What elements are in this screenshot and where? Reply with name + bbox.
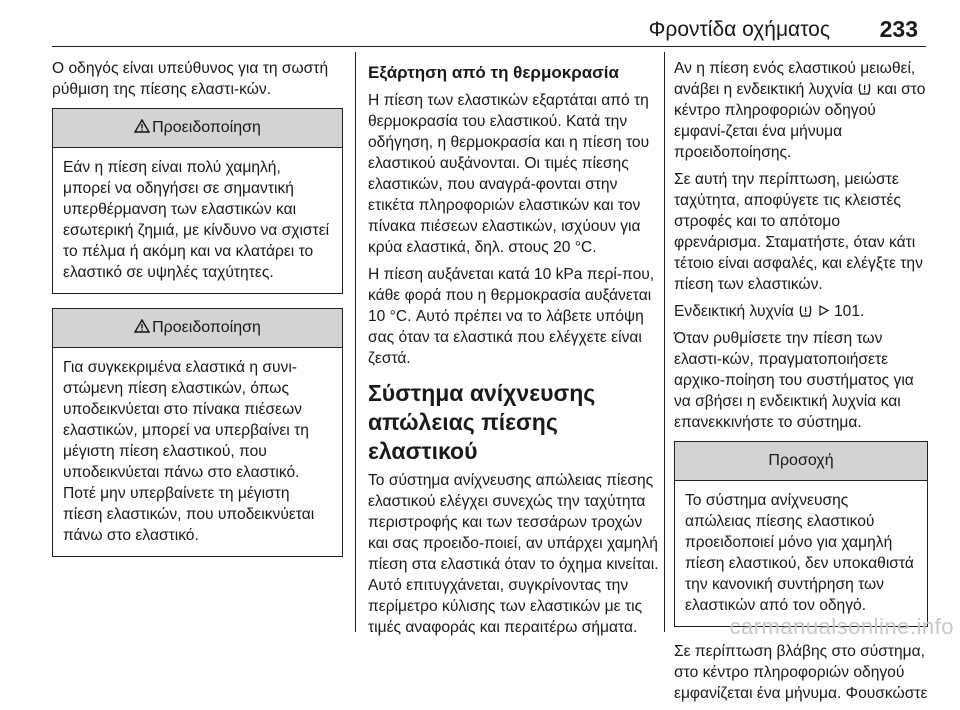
lamp-reference	[674, 301, 928, 322]
page-header	[0, 0, 960, 50]
page-number: 233	[879, 16, 918, 42]
tire-pressure-warning-lamp-icon	[858, 82, 871, 95]
column-divider-2	[664, 52, 665, 632]
notice-box	[674, 441, 928, 627]
warning-box-2-header	[53, 309, 342, 348]
intro-paragraph: Ο οδηγός είναι υπεύθυνος για τη σωστή ρύθμιση της πίεσης ελαστι-κών.	[52, 60, 329, 98]
temperature-paragraph-2: Η πίεση αυξάνεται κατά 10 kPa περί-που, κάθε φορά που η θερμοκρασία αυξάνεται 10 °C. Αυτό πρέπει να το λάβετε υπόψη σας όταν τα ελαστικά που ελέγχετε είναι ζεστά.	[368, 266, 655, 367]
lamp-paragraph-start: Αν η πίεση ενός ελαστικού μειωθεί, ανάβει η ενδεικτική λυχνία	[674, 60, 916, 98]
lamp-reference-page[interactable]: 101.	[833, 303, 865, 320]
lamp-paragraph-end: και στο κέντρο πληροφοριών οδηγού εμφανί-ζεται ένα μήνυμα προειδοποίησης.	[674, 81, 926, 161]
page-reference-triangle-icon	[819, 305, 829, 316]
warning-box-2	[52, 308, 343, 557]
reset-paragraph: Όταν ρυθμίσετε την πίεση των ελαστι-κών, πραγματοποιήσετε αρχικο-ποίηση του συστήματος για να σβήσει η ενδεικτική λυχνία και επανεκκινήστε το σύστημα.	[674, 330, 914, 431]
notice-box-title: Προσοχή	[675, 442, 927, 481]
column-3	[674, 58, 928, 710]
lamp-reference-label: Ενδεικτική λυχνία	[674, 303, 794, 320]
warning-box-1-header	[53, 109, 342, 148]
section-title: Φροντίδα οχήματος	[648, 18, 830, 41]
warning-box-2-title: Προειδοποίηση	[152, 319, 261, 336]
notice-box-body: Το σύστημα ανίχνευσης απώλειας πίεσης ελαστικού προειδοποιεί μόνο για χαμηλή πίεση ελαστικού, δεν υποκαθιστά την κανονική συντήρηση των ελαστικών από τον οδηγό.	[685, 492, 914, 614]
tire-pressure-warning-lamp-icon	[799, 304, 812, 317]
temperature-heading: Εξάρτηση από τη θερμοκρασία	[368, 63, 619, 82]
fault-paragraph: Σε περίπτωση βλάβης στο σύστημα, στο κέντρο πληροφοριών οδηγού εμφανίζεται ένα μήνυμα. Φουσκώστε	[674, 643, 928, 702]
warning-box-1-title: Προειδοποίηση	[152, 119, 261, 136]
watermark: carmanualsonline.info	[729, 614, 954, 639]
pressure-loss-heading: Σύστημα ανίχνευσης απώλειας πίεσης ελαστικού	[368, 380, 596, 464]
warning-triangle-icon	[134, 319, 150, 333]
lamp-paragraph	[674, 58, 928, 163]
temperature-paragraph-1: Η πίεση των ελαστικών εξαρτάται από τη θερμοκρασία του ελαστικού. Κατά την οδήγηση, η θερμοκρασία και η πίεση του ελαστικού αυξάνονται. Οι τιμές πίεσης ελαστικών, που αναγρά-φονται στην ετικέτα πληροφοριών ελαστικών και τον πίνακα πιέσεων ελαστικών, ισχύουν για κρύα ελαστικά, δηλ. στους 20 °C.	[368, 92, 650, 256]
warning-box-1	[52, 108, 343, 294]
header-rule	[52, 46, 926, 47]
warning-triangle-icon	[134, 119, 150, 133]
column-2	[368, 58, 662, 644]
pressure-loss-paragraph: Το σύστημα ανίχνευσης απώλειας πίεσης ελαστικού ελέγχει συνεχώς την ταχύτητα περιστροφής και των τεσσάρων τροχών και σας προειδο-ποιεί, αν υπάρχει χαμηλή πίεση στα ελαστικά όταν το όχημα κινείται. Αυτό επιτυγχάνεται, συγκρίνοντας την περίμετρο κύλισης των ελαστικών με τις τιμές αναφοράς και περαιτέρω σήματα.	[368, 472, 659, 636]
column-divider-1	[355, 52, 356, 632]
warning-box-2-body: Για συγκεκριμένα ελαστικά η συνι-στώμενη πίεση ελαστικών, όπως υποδεικνύεται στο πίνακα πιέσεων ελαστικών, μπορεί να υπερβαίνει τη μέγιστη πίεση ελαστικού, που υποδεικνύεται πάνω στο ελαστικό. Ποτέ μην υπερβαίνετε τη μέγιστη πίεση ελαστικών, που υποδεικνύεται πάνω στο ελαστικό.	[63, 359, 315, 544]
column-1	[52, 58, 343, 571]
action-paragraph: Σε αυτή την περίπτωση, μειώστε ταχύτητα, αποφύγετε τις κλειστές στροφές και το απότομο φρενάρισμα. Σταματήστε, όταν κάτι τέτοιο είναι ασφαλές, και ελέγξτε την πίεση των ελαστικών.	[674, 171, 923, 293]
warning-box-1-body: Εάν η πίεση είναι πολύ χαμηλή, μπορεί να οδηγήσει σε σημαντική υπερθέρμανση των ελαστικών και εσωτερική ζημιά, με κίνδυνο να σχιστεί το πέλμα ή ακόμη και να κλατάρει το ελαστικό σε υψηλές ταχύτητες.	[63, 159, 330, 281]
